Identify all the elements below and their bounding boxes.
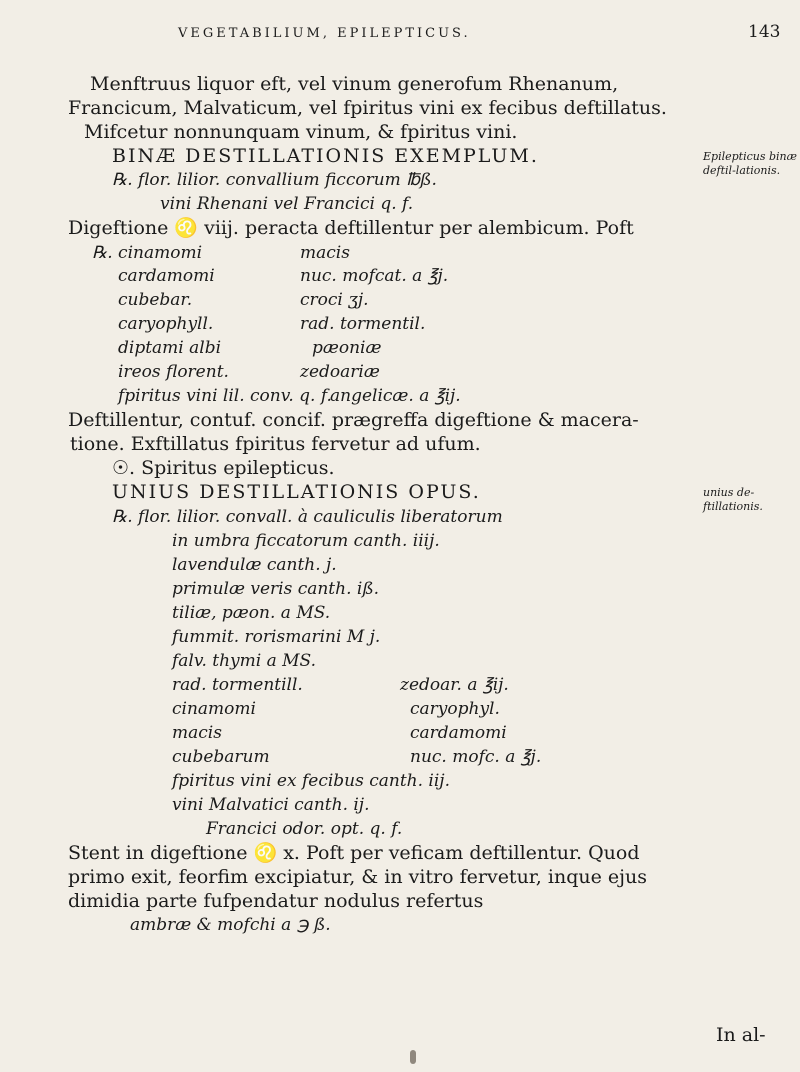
ingredient-right: nuc. mofc. a ℥j. xyxy=(410,747,542,767)
recipe-line: primulæ veris canth. iß. xyxy=(172,579,380,599)
recipe-line: tiliæ, pæon. a MS. xyxy=(172,603,331,623)
ingredient-right: nuc. mofcat. a ℥j. xyxy=(300,266,449,286)
body-line: Menftruus liquor eft, vel vinum generofum Rhenanum, xyxy=(90,73,619,95)
ingredient-right: caryophyl. xyxy=(410,699,500,719)
ingredient: ℞. cinamomi xyxy=(92,243,203,263)
body-line: dimidia parte fufpendatur nodulus refertus xyxy=(68,890,484,912)
body-line: ☉. Spiritus epilepticus. xyxy=(112,457,335,479)
body-line: tione. Exftillatus fpiritus fervetur ad ufum. xyxy=(70,433,481,455)
page-header xyxy=(0,22,800,52)
margin-note: unius de-ftillationis. xyxy=(703,486,763,513)
ingredient: fpiritus vini lil. conv. q. f. xyxy=(118,386,332,406)
recipe-line: lavendulæ canth. j. xyxy=(172,555,337,575)
ingredient-right: macis xyxy=(300,243,350,263)
running-head: VEGETABILIUM, EPILEPTICUS. xyxy=(178,26,471,41)
recipe-line: vini Malvatici canth. ij. xyxy=(172,795,370,815)
section-heading: UNIUS DESTILLATIONIS OPUS. xyxy=(112,481,481,503)
body-line: Digeftione ♌ viij. peracta deftillentur per alembicum. Poft xyxy=(68,217,634,239)
ingredient: cinamomi xyxy=(172,699,256,719)
ingredient: diptami albi xyxy=(118,338,222,358)
recipe-line: ℞. flor. lilior. convall. à cauliculis liberatorum xyxy=(112,507,503,527)
recipe-line: falv. thymi a MS. xyxy=(172,651,316,671)
ingredient-right: angelicæ. a ℥ij. xyxy=(330,386,461,406)
ingredient-right: croci ʒj. xyxy=(300,290,369,310)
body-line: primo exit, feorfim excipiatur, & in vitro fervetur, inque ejus xyxy=(68,866,647,888)
ingredient: cardamomi xyxy=(118,266,215,286)
body-line: Stent in digeftione ♌ x. Poft per veficam deftillentur. Quod xyxy=(68,842,640,864)
section-heading: BINÆ DESTILLATIONIS EXEMPLUM. xyxy=(112,145,539,167)
recipe-line: Francici odor. opt. q. f. xyxy=(206,819,403,839)
page-number: 143 xyxy=(748,22,781,42)
ingredient: macis xyxy=(172,723,222,743)
ingredient: ireos florent. xyxy=(118,362,229,382)
recipe-line: in umbra ficcatorum canth. iiij. xyxy=(172,531,440,551)
ink-spot xyxy=(410,1050,416,1064)
ingredient-right: cardamomi xyxy=(410,723,507,743)
body-line: Mifcetur nonnunquam vinum, & fpiritus vini. xyxy=(84,121,518,143)
recipe-line: ℞. flor. lilior. convallium ficcorum ℔ß. xyxy=(112,170,437,190)
recipe-line: fummit. rorismarini M j. xyxy=(172,627,381,647)
margin-note: Epilepticus binæ deftil-lationis. xyxy=(703,150,797,177)
ingredient-right: zedoar. a ℥ij. xyxy=(400,675,509,695)
ingredient: cubebarum xyxy=(172,747,270,767)
body-line: Deftillentur, contuf. concif. prægreffa digeftione & macera- xyxy=(68,409,639,431)
ingredient: cubebar. xyxy=(118,290,193,310)
ingredient-right: pæoniæ xyxy=(312,338,382,358)
ingredient-right: rad. tormentil. xyxy=(300,314,426,334)
ingredient-right: zedoariæ xyxy=(300,362,380,382)
recipe-line: vini Rhenani vel Francici q. f. xyxy=(160,194,414,214)
recipe-line: fpiritus vini ex fecibus canth. iij. xyxy=(172,771,450,791)
body-line: Francicum, Malvaticum, vel fpiritus vini ex fecibus deftillatus. xyxy=(68,97,667,119)
ingredient: rad. tormentill. xyxy=(172,675,303,695)
recipe-line: ambræ & mofchi a ℈ ß. xyxy=(130,915,331,935)
ingredient: caryophyll. xyxy=(118,314,214,334)
catchword: In al- xyxy=(716,1024,766,1046)
